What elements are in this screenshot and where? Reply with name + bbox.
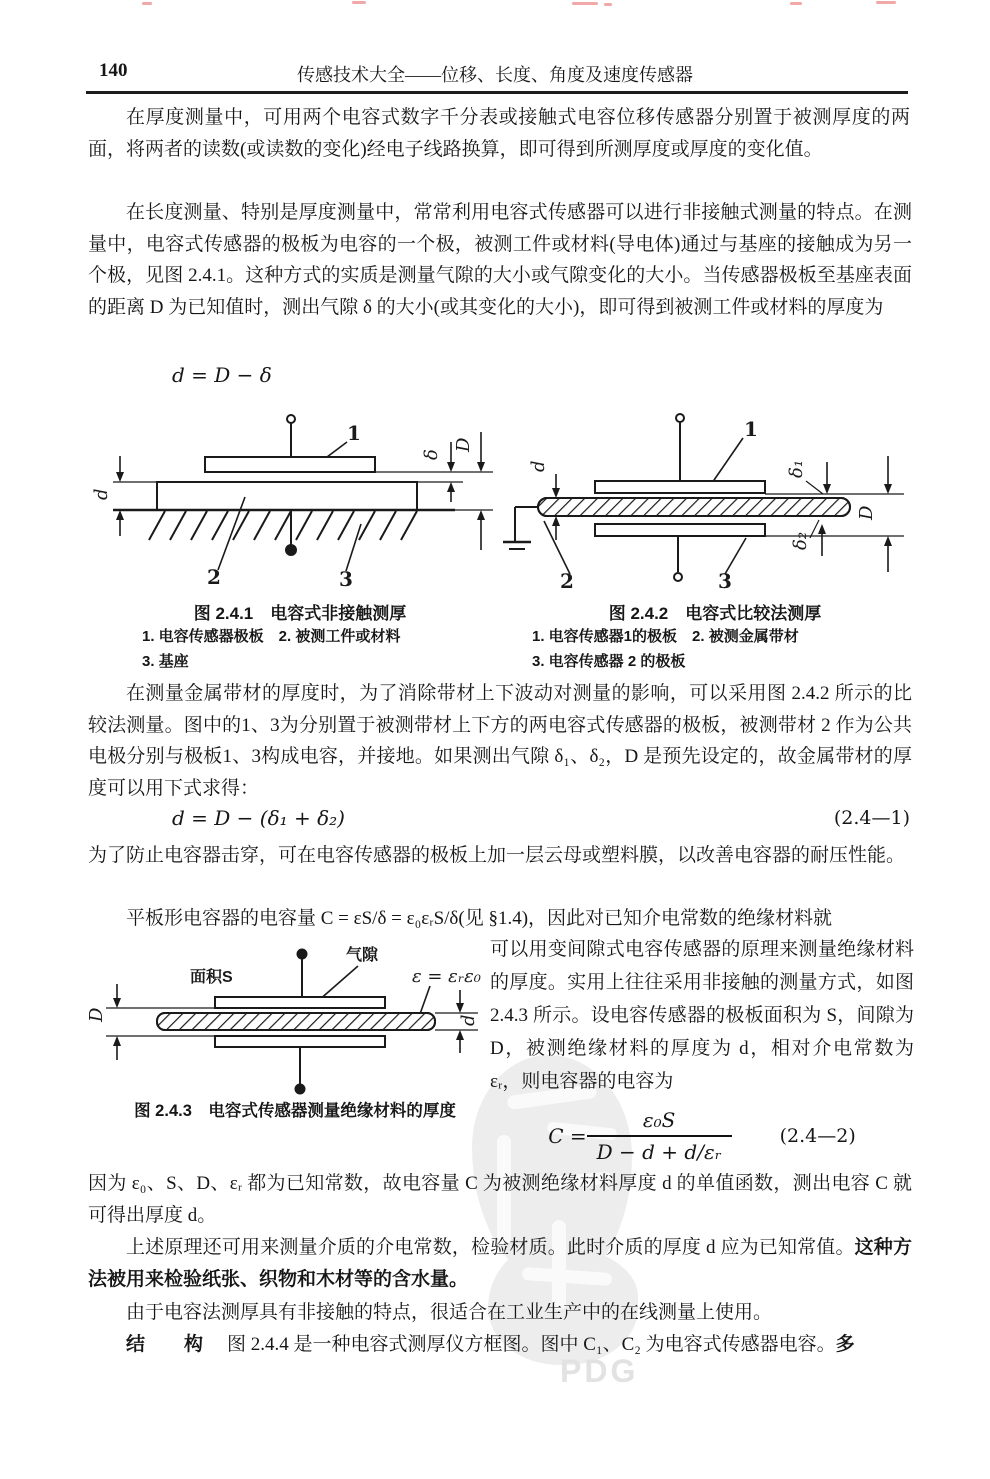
label-air-gap: 气隙 [346,947,379,964]
equation-3-numerator: ε₀S [642,1108,676,1132]
legend-line: 3. 电容传感器 2 的极板 [532,653,686,670]
figure-241-caption: 图 2.4.1 电容式非接触测厚 [193,604,407,623]
dim-delta2: δ₂ [790,531,811,550]
figure-callout-3: 3 [718,569,732,593]
paragraph-9-body: 图 2.4.4 是一种电容式测厚仪方框图。图中 C₁、C₂ 为电容式传感器电容。 [227,1334,836,1355]
upper-sensor-plate [595,481,765,493]
sensor-plate [205,457,375,472]
page-number: 140 [99,60,128,81]
watermark-pdg-text: PDG [560,1353,639,1389]
legend-line: 1. 电容传感器极板 2. 被测工件或材料 [142,628,401,645]
equation-2-number: (2.4—1) [833,807,910,829]
dim-delta1: δ₁ [786,459,807,478]
equation-3-lhs: C = [548,1124,587,1148]
equation-3-fraction [587,1108,732,1164]
figure-241-legend [142,624,400,674]
dim-D: D [86,1007,107,1022]
equation-3-number: (2.4—2) [779,1125,856,1147]
figure-242-caption: 图 2.4.2 电容式比较法测厚 [608,604,822,623]
metal-strip [538,498,850,516]
paragraph-7-bold: 这种方法被用来检验纸张、织物和木材等的含水量。 [88,1237,912,1290]
equation-3-denominator: D − d + d/εᵣ [587,1135,732,1164]
dim-D: D [453,437,474,452]
header-rule [86,91,908,94]
electrode-lead-terminal [674,573,682,581]
paragraph-6: 因为 ε₀、S、D、εᵣ 都为已知常数，故电容量 C 为被测绝缘材料厚度 d 的单值函数，测出电容 C 就可得出厚度 d。 [88,1173,912,1226]
electrode-lead-terminal [298,950,307,959]
equation-2: d = D − (δ₁ + δ₂) [172,806,345,830]
figure-242-legend [532,624,799,674]
base-lead-terminal [286,545,296,555]
paragraph-7 [88,1232,912,1296]
figure-242-diagram [500,404,920,596]
legend-line: 1. 电容传感器1的极板 2. 被测金属带材 [532,628,799,645]
figure-241-diagram [91,404,500,596]
figure-243-diagram [86,940,490,1095]
dim-d: d [528,460,549,472]
legend-line: 3. 基座 [142,653,189,670]
paragraph-9-tail: 多 [835,1334,855,1355]
lower-sensor-plate [215,1036,385,1047]
running-title: 传感技术大全——位移、长度、角度及速度传感器 [297,65,693,85]
paragraph-5-wrap: 可以用变间隙式电容传感器的原理来测量绝缘材料的厚度。实用上往往采用非接触的测量方式，如图 2.4.3 所示。设电容传感器的极板面积为 S，间隙为 D，被测绝缘材料的厚度为 d，相对介电常数为 εᵣ，则电容器的电容为 [490,939,914,1092]
electrode-lead-terminal [676,414,684,422]
dim-d: d [458,1014,479,1026]
paragraph-5-lead: 平板形电容器的电容量 C = εS/δ = ε₀εᵣS/δ(见 §1.4)，因此对已知介电常数的绝缘材料就 [126,908,833,929]
figure-callout-2: 2 [560,569,574,593]
label-permittivity: ε = εᵣε₀ [412,966,481,987]
label-plate-area: 面积S [190,969,233,986]
equation-2-row [88,806,910,830]
workpiece [157,482,417,510]
upper-sensor-plate [215,997,385,1008]
paragraph-1: 在厚度测量中，可用两个电容式数字千分表或接触式电容位移传感器分别置于被测厚度的两面，将两者的读数(或读数的变化)经电子线路换算，即可得到所测厚度或厚度的变化值。 [88,107,910,160]
structure-heading: 结 构 [126,1334,214,1355]
insulating-material-strip [157,1013,435,1030]
paragraph-3: 在测量金属带材的厚度时，为了消除带材上下波动对测量的影响，可以采用图 2.4.2 所示的比较法测量。图中的1、3为分别置于被测带材上下方的两电容式传感器的极板，被测带材 2 作为公共电极分别与极板1、3构成电容，并接地。如果测出气隙 δ₁、δ₂，D 是预先设定的，故金属带材的厚度可以用下式求得： [88,683,912,799]
equation-1: d = D − δ [172,363,272,387]
paragraph-4: 为了防止电容器击穿，可在电容传感器的极板上加一层云母或塑料膜，以改善电容器的耐压性能。 [88,845,906,866]
electrode-lead-terminal [296,1085,305,1094]
paragraph-7-normal: 上述原理还可用来测量介质的介电常数，检验材质。此时介质的厚度 d 应为已知常值。 [126,1237,855,1258]
paragraph-8: 由于电容法测厚具有非接触的特点，很适合在工业生产中的在线测量上使用。 [126,1302,773,1323]
figure-callout-1: 1 [347,421,361,445]
ground-symbol [503,542,531,549]
paragraph-2: 在长度测量、特别是厚度测量中，常常利用电容式传感器可以进行非接触式测量的特点。在测量中，电容式传感器的极板为电容的一个极，被测工件或材料(导电体)通过与基座的接触成为另一个极，见图 2.4.1。这种方式的实质是测量气隙的大小或气隙变化的大小。当传感器极板至基座表面的距离 D 为已知值时，测出气隙 δ 的大小(或其变化的大小)，即可得到被测工件或材料的厚度为 [88,202,912,318]
figure-callout-2: 2 [207,565,221,589]
figure-callout-1: 1 [744,417,758,441]
figure-243-caption: 图 2.4.3 电容式传感器测量绝缘材料的厚度 [134,1102,456,1120]
paragraph-9 [88,1329,912,1361]
dim-d: d [91,488,112,500]
dim-D: D [856,505,877,520]
figure-callout-3: 3 [339,567,353,591]
electrode-lead-terminal [287,415,295,423]
base-hatching [149,511,417,540]
dim-delta: δ [421,449,442,460]
equation-3-row [490,1108,914,1164]
lower-sensor-plate [595,524,765,536]
